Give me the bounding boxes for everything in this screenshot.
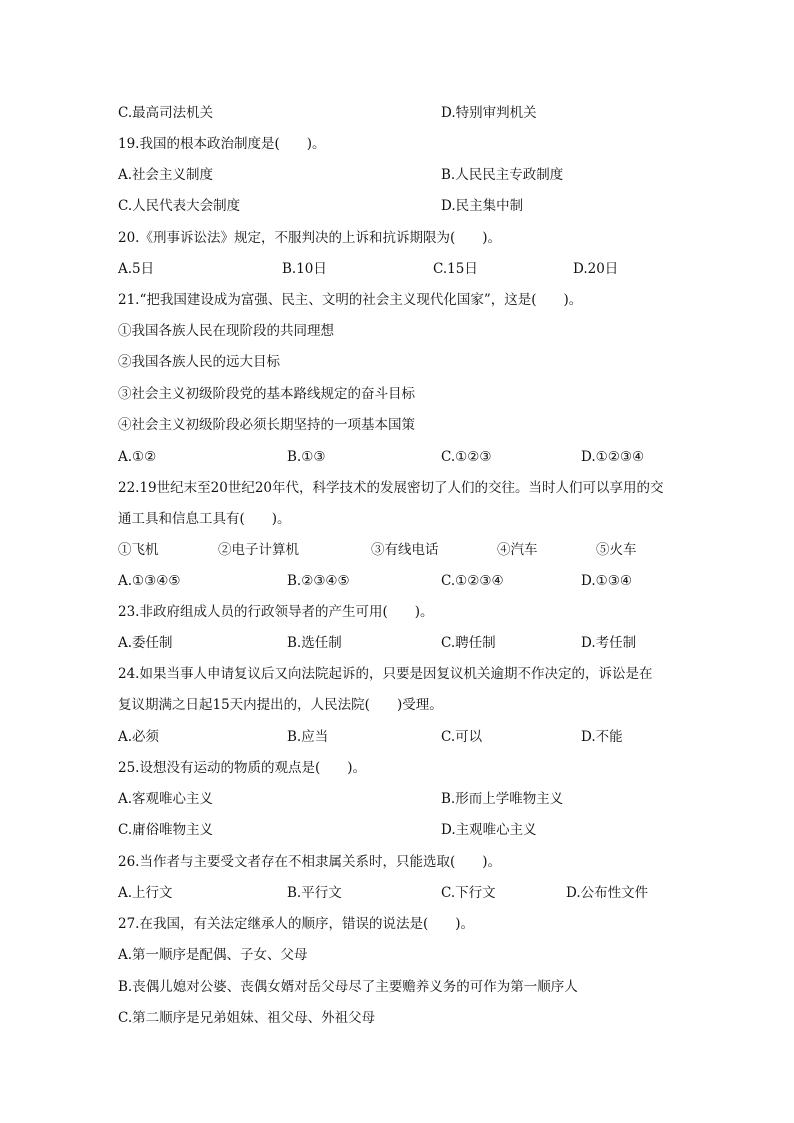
q26-option-a: A.上行文	[118, 885, 173, 901]
q18-option-d: D.特别审判机关	[441, 105, 537, 121]
q27-option-b: B.丧偶儿媳对公婆、丧偶女婿对岳父母尽了主要赡养义务的可作为第一顺序人	[118, 979, 578, 995]
q27-option-c: C.第二顺序是兄弟姐妹、祖父母、外祖父母	[118, 1010, 376, 1026]
q19-option-c: C.人民代表大会制度	[118, 198, 241, 214]
q26-stem: 26.当作者与主要受文者存在不相隶属关系时，只能选取( )。	[118, 854, 502, 870]
q25-option-d: D.主观唯心主义	[441, 822, 537, 838]
q23-option-d: D.考任制	[581, 635, 637, 651]
q21-stem: 21.“把我国建设成为富强、民主、文明的社会主义现代化国家”，这是( )。	[118, 292, 583, 308]
q26-option-b: B.平行文	[287, 885, 342, 901]
q21-option-b: B.①③	[287, 449, 326, 465]
q26-option-c: C.下行文	[441, 885, 496, 901]
q24-stem-line2: 复议期满之日起15天内提出的，人民法院( )受理。	[118, 697, 443, 713]
q27-option-a: A.第一顺序是配偶、子女、父母	[118, 947, 308, 963]
q21-option-c: C.①②③	[441, 449, 492, 465]
q20-option-b: B.10日	[282, 261, 327, 277]
q21-option-a: A.①②	[118, 449, 157, 465]
q25-option-b: B.形而上学唯物主义	[441, 791, 564, 807]
q25-option-a: A.客观唯心主义	[118, 791, 214, 807]
q19-option-a: A.社会主义制度	[118, 167, 214, 183]
q22-item-1: ①飞机	[118, 542, 159, 558]
q22-stem-line2: 通工具和信息工具有( )。	[118, 511, 291, 527]
q22-item-2: ②电子计算机	[218, 542, 299, 558]
q20-option-d: D.20日	[573, 261, 619, 277]
q22-item-5: ⑤火车	[596, 542, 637, 558]
q24-stem-line1: 24.如果当事人申请复议后又向法院起诉的，只要是因复议机关逾期不作决定的，诉讼是在	[118, 666, 653, 682]
q19-option-b: B.人民民主专政制度	[441, 167, 564, 183]
q24-option-b: B.应当	[287, 729, 329, 745]
q21-option-d: D.①②③④	[581, 449, 645, 465]
q20-stem: 20.《刑事诉讼法》规定，不服判决的上诉和抗诉期限为( )。	[118, 230, 502, 246]
q24-option-c: C.可以	[441, 729, 483, 745]
q22-item-4: ④汽车	[497, 542, 538, 558]
q23-option-c: C.聘任制	[441, 635, 496, 651]
q21-statement-4: ④社会主义初级阶段必须长期坚持的一项基本国策	[118, 417, 415, 433]
q23-option-a: A.委任制	[118, 635, 173, 651]
q27-stem: 27.在我国，有关法定继承人的顺序，错误的说法是( )。	[118, 916, 475, 932]
q21-statement-3: ③社会主义初级阶段党的基本路线规定的奋斗目标	[118, 386, 415, 402]
q20-option-c: C.15日	[433, 261, 478, 277]
q22-option-a: A.①③④⑤	[118, 573, 181, 589]
q25-stem: 25.设想没有运动的物质的观点是( )。	[118, 760, 367, 776]
q22-option-d: D.①③④	[581, 573, 632, 589]
q22-option-c: C.①②③④	[441, 573, 504, 589]
q23-stem: 23.非政府组成人员的行政领导者的产生可用( )。	[118, 604, 434, 620]
q21-statement-1: ①我国各族人民在现阶段的共同理想	[118, 323, 334, 339]
q24-option-d: D.不能	[581, 729, 623, 745]
q25-option-c: C.庸俗唯物主义	[118, 822, 214, 838]
q21-statement-2: ②我国各族人民的远大目标	[118, 354, 280, 370]
q22-stem-line1: 22.19世纪末至20世纪20年代，科学技术的发展密切了人们的交往。当时人们可以享用的交	[118, 480, 664, 496]
q19-stem: 19.我国的根本政治制度是( )。	[118, 136, 326, 152]
q23-option-b: B.选任制	[287, 635, 342, 651]
q22-option-b: B.②③④⑤	[287, 573, 350, 589]
q26-option-d: D.公布性文件	[566, 885, 649, 901]
q24-option-a: A.必须	[118, 729, 160, 745]
q22-item-3: ③有线电话	[371, 542, 439, 558]
q20-option-a: A.5日	[118, 261, 155, 277]
q19-option-d: D.民主集中制	[441, 198, 524, 214]
q18-option-c: C.最高司法机关	[118, 105, 214, 121]
